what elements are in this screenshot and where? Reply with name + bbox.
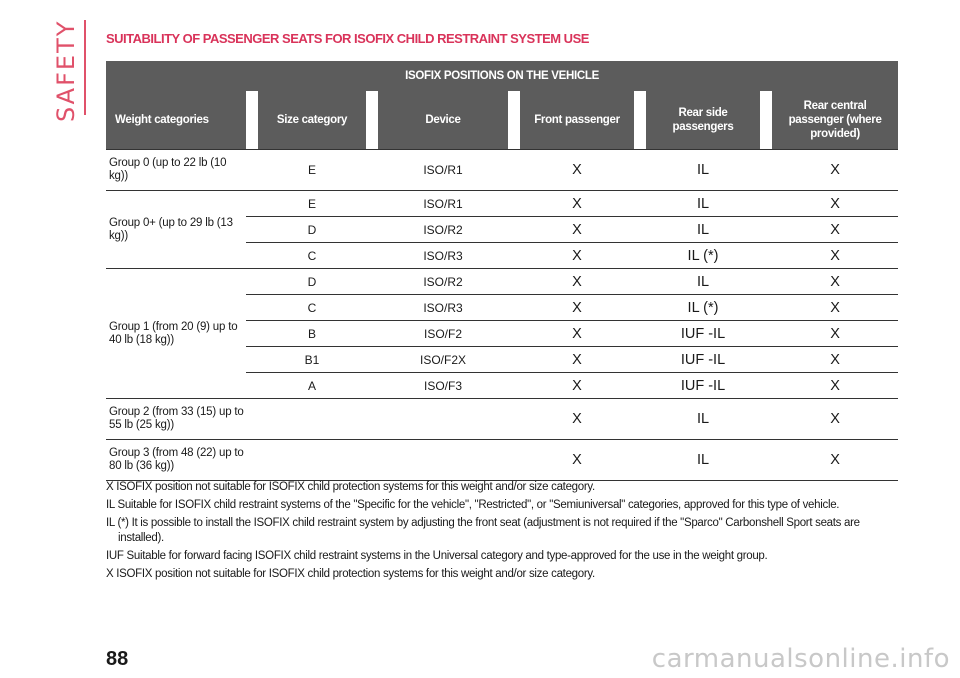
header-weight: Weight categories: [106, 91, 246, 150]
column-gap: [246, 191, 258, 217]
size-cell: C: [258, 243, 366, 269]
device-cell: ISO/F2X: [378, 347, 508, 373]
column-gap: [634, 150, 646, 191]
column-gap: [634, 191, 646, 217]
size-cell: A: [258, 373, 366, 399]
column-gap: [634, 440, 646, 481]
page-heading: SUITABILITY OF PASSENGER SEATS FOR ISOFIX CHILD RESTRAINT SYSTEM USE: [106, 31, 589, 46]
size-cell: [258, 399, 366, 440]
front-passenger-cell: X: [520, 191, 634, 217]
note-item: X ISOFIX position not suitable for ISOFIX child protection systems for this weight and/or size category.: [106, 568, 595, 580]
table-row: [106, 269, 898, 295]
device-cell: ISO/R1: [378, 150, 508, 191]
rear-side-cell: IUF -IL: [646, 321, 760, 347]
front-passenger-cell: X: [520, 269, 634, 295]
weight-group-cell: Group 2 (from 33 (15) up to 55 lb (25 kg)): [106, 399, 246, 440]
column-gap: [366, 321, 378, 347]
device-cell: ISO/R2: [378, 269, 508, 295]
column-gap: [508, 269, 520, 295]
front-passenger-cell: X: [520, 347, 634, 373]
column-gap: [634, 269, 646, 295]
column-gap: [508, 191, 520, 217]
table-row: [106, 440, 898, 481]
column-gap: [366, 150, 378, 191]
rear-side-cell: IUF -IL: [646, 373, 760, 399]
column-gap: [246, 440, 258, 481]
rear-central-cell: X: [772, 347, 898, 373]
size-cell: B: [258, 321, 366, 347]
rear-side-cell: IUF -IL: [646, 347, 760, 373]
note-item: IL (*) It is possible to install the ISOFIX child restraint system by adjusting the front seat (adjustment is not required if the "Sparco" Carbonshell Sport seats are installed).: [106, 517, 860, 544]
watermark: carmanualsonline.info: [651, 644, 950, 674]
column-gap: [760, 399, 772, 440]
page-number: 88: [106, 648, 129, 670]
note-item: IUF Suitable for forward facing ISOFIX child restraint systems in the Universal category and type-approved for the use in the weight group.: [106, 550, 768, 562]
column-gap: [366, 347, 378, 373]
front-passenger-cell: X: [520, 295, 634, 321]
column-gap: [366, 440, 378, 481]
rear-side-cell: IL: [646, 217, 760, 243]
column-gap: [508, 440, 520, 481]
rear-side-cell: IL (*): [646, 295, 760, 321]
column-gap: [366, 295, 378, 321]
weight-group-cell: Group 0 (up to 22 lb (10 kg)): [106, 150, 246, 191]
size-cell: [258, 440, 366, 481]
rear-side-cell: IL: [646, 191, 760, 217]
column-gap: [760, 440, 772, 481]
weight-group-cell: Group 3 (from 48 (22) up to 80 lb (36 kg)): [106, 440, 246, 481]
column-gap: [246, 373, 258, 399]
column-gap: [760, 243, 772, 269]
front-passenger-cell: X: [520, 150, 634, 191]
column-gap: [634, 347, 646, 373]
column-gap: [246, 269, 258, 295]
front-passenger-cell: X: [520, 440, 634, 481]
notes: [106, 480, 898, 585]
column-gap: [634, 295, 646, 321]
size-cell: E: [258, 150, 366, 191]
device-cell: [378, 440, 508, 481]
size-cell: D: [258, 269, 366, 295]
table-row: [106, 399, 898, 440]
header-rear-central: Rear central passenger (where provided): [772, 91, 898, 150]
isofix-table: [106, 61, 898, 481]
front-passenger-cell: X: [520, 399, 634, 440]
rear-central-cell: X: [772, 373, 898, 399]
rear-central-cell: X: [772, 321, 898, 347]
column-gap: [760, 295, 772, 321]
column-gap: [760, 347, 772, 373]
rear-central-cell: X: [772, 440, 898, 481]
column-gap: [508, 243, 520, 269]
rear-side-cell: IL: [646, 269, 760, 295]
table-row: [106, 150, 898, 191]
column-gap: [246, 295, 258, 321]
column-gap: [246, 399, 258, 440]
column-gap: [634, 373, 646, 399]
column-gap: [366, 269, 378, 295]
device-cell: ISO/R3: [378, 295, 508, 321]
column-gap: [760, 191, 772, 217]
column-gap: [760, 321, 772, 347]
rear-central-cell: X: [772, 217, 898, 243]
device-cell: [378, 399, 508, 440]
column-gap: [760, 217, 772, 243]
table-super-header: ISOFIX POSITIONS ON THE VEHICLE: [106, 61, 898, 91]
column-gap: [246, 243, 258, 269]
rear-central-cell: X: [772, 269, 898, 295]
column-gap: [366, 399, 378, 440]
note-item: IL Suitable for ISOFIX child restraint systems of the "Specific for the vehicle", "Restricted", or "Semiuniversal" categories, approved for this type of vehicle.: [106, 499, 840, 511]
column-gap: [366, 217, 378, 243]
front-passenger-cell: X: [520, 373, 634, 399]
size-cell: D: [258, 217, 366, 243]
column-gap: [508, 295, 520, 321]
column-gap: [508, 150, 520, 191]
column-gap: [508, 321, 520, 347]
header-size: Size category: [258, 91, 366, 150]
rear-central-cell: X: [772, 191, 898, 217]
header-front: Front passenger: [520, 91, 634, 150]
device-cell: ISO/R2: [378, 217, 508, 243]
front-passenger-cell: X: [520, 217, 634, 243]
weight-group-cell: Group 0+ (up to 29 lb (13 kg)): [106, 191, 246, 269]
rear-side-cell: IL (*): [646, 243, 760, 269]
table-row: [106, 191, 898, 217]
column-gap: [366, 373, 378, 399]
device-cell: ISO/R1: [378, 191, 508, 217]
rear-side-cell: IL: [646, 440, 760, 481]
header-rear-side: Rear side passengers: [646, 91, 760, 150]
column-gap: [508, 399, 520, 440]
column-gap: [246, 217, 258, 243]
header-device: Device: [378, 91, 508, 150]
column-gap: [760, 373, 772, 399]
rear-side-cell: IL: [646, 399, 760, 440]
column-gap: [508, 347, 520, 373]
section-tab: SAFETY: [52, 19, 80, 122]
column-gap: [246, 321, 258, 347]
column-gap: [634, 399, 646, 440]
column-gap: [634, 217, 646, 243]
front-passenger-cell: X: [520, 321, 634, 347]
column-gap: [246, 347, 258, 373]
size-cell: C: [258, 295, 366, 321]
column-gap: [634, 321, 646, 347]
column-gap: [366, 243, 378, 269]
note-item: X ISOFIX position not suitable for ISOFIX child protection systems for this weight and/or size category.: [106, 481, 595, 493]
front-passenger-cell: X: [520, 243, 634, 269]
column-gap: [508, 373, 520, 399]
rear-central-cell: X: [772, 295, 898, 321]
device-cell: ISO/F2: [378, 321, 508, 347]
weight-group-cell: Group 1 (from 20 (9) up to 40 lb (18 kg)): [106, 269, 246, 399]
device-cell: ISO/R3: [378, 243, 508, 269]
rear-central-cell: X: [772, 150, 898, 191]
device-cell: ISO/F3: [378, 373, 508, 399]
rear-central-cell: X: [772, 399, 898, 440]
table-body: [106, 150, 898, 481]
column-gap: [366, 191, 378, 217]
column-gap: [508, 217, 520, 243]
size-cell: B1: [258, 347, 366, 373]
size-cell: E: [258, 191, 366, 217]
column-gap: [760, 150, 772, 191]
rear-central-cell: X: [772, 243, 898, 269]
column-gap: [246, 150, 258, 191]
column-gap: [760, 269, 772, 295]
column-gap: [634, 243, 646, 269]
rear-side-cell: IL: [646, 150, 760, 191]
section-rule: [84, 20, 86, 115]
